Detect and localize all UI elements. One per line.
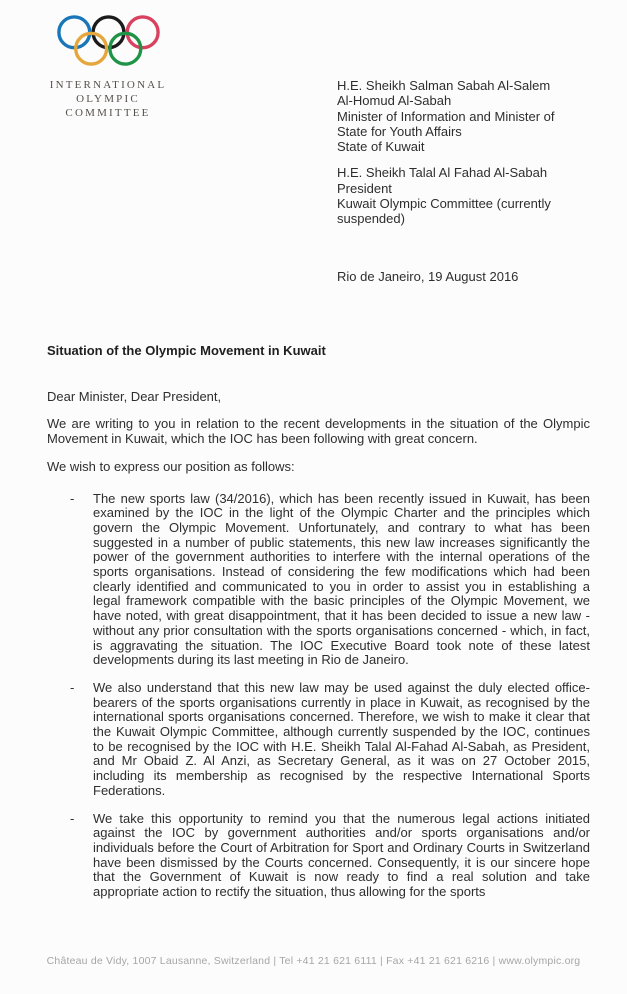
recipient-line: Al-Homud Al-Sabah (337, 93, 452, 109)
org-name (38, 78, 178, 120)
letter-body (47, 344, 590, 900)
olympic-ring-black (93, 17, 124, 48)
recipient-line: H.E. Sheikh Talal Al Fahad Al-Sabah (337, 165, 548, 181)
recipient-column (337, 78, 599, 284)
olympic-ring-blue (59, 17, 90, 48)
bullet-dash: - (70, 490, 75, 506)
org-name-line: OLYMPIC (76, 93, 140, 105)
bullet-text: We also understand that this new law may be used against the duly elected office-bearers of the sports organisations currently in place in Kuwait, as recognised by the international sports organisations concerned. Therefore, we wish to make it clear that the Kuwait Olympic Committee, although currently suspended by the IOC, continues to be recognised by the IOC with H.E. Sheikh Talal Al-Fahad Al-Sabah, as President, and Mr Obaid Z. Al Anzi, as Secretary General, as it was on 27 October 2015, including its membership as recognised by the respective International Sports Federations. (93, 679, 590, 798)
bullet-item (47, 812, 590, 900)
recipient-line: H.E. Sheikh Salman Sabah Al-Salem (337, 78, 551, 93)
bullet-dash: - (70, 679, 75, 695)
dateline: Rio de Janeiro, 19 August 2016 (337, 268, 519, 284)
paragraph: We are writing to you in relation to the recent developments in the situation of the Olympic Movement in Kuwait, which the IOC has been following with great concern. (47, 416, 590, 447)
recipient-line: Kuwait Olympic Committee (currently (337, 196, 551, 212)
ioc-letterhead (38, 14, 178, 120)
olympic-ring-red (127, 17, 158, 48)
bullet-item (47, 492, 590, 668)
bullet-list (47, 492, 590, 900)
recipient-line: Minister of Information and Minister of (337, 108, 555, 124)
subject-line: Situation of the Olympic Movement in Kuwait (47, 343, 326, 358)
bullet-dash: - (70, 810, 75, 826)
olympic-rings-icon (56, 14, 160, 68)
letter-footer: Château de Vidy, 1007 Lausanne, Switzerland | Tel +41 21 621 6111 | Fax +41 21 621 6216 | www.olympic.org (46, 955, 581, 967)
recipient-line: suspended) (337, 211, 405, 227)
org-name-line: INTERNATIONAL (49, 79, 167, 91)
bullet-text: We take this opportunity to remind you that the numerous legal actions initiated against the IOC by government authorities and/or sports organisations and/or individuals before the Court of Arbitration for Sport and Ordinary Courts in Switzerland have been dismissed by the Courts concerned. Consequently, it is our sincere hope that the Government of Kuwait is now ready to find a real solution and take appropriate action to rectify the situation, thus allowing for the sports (93, 810, 590, 900)
paragraph: We wish to express our position as follows: (47, 458, 295, 474)
salutation: Dear Minister, Dear President, (47, 388, 222, 404)
olympic-ring-green (110, 33, 141, 64)
recipient-block-minister (337, 78, 599, 154)
olympic-ring-yellow (76, 33, 107, 64)
org-name-line: COMMITTEE (65, 107, 151, 119)
bullet-item (47, 681, 590, 799)
bullet-text: The new sports law (34/2016), which has been recently issued in Kuwait, has been examined by the IOC in the light of the Olympic Charter and the principles which govern the Olympic Movement. Unfortunately, and contrary to what has been suggested in a number of public statements, this new law increases significantly the power of the government authorities to interfere with the internal operations of the sports organisations. Instead of considering the few modifications which had been clearly identified and communicated to you in order to assist you in establishing a legal framework compatible with the basic principles of the Olympic Movement, we have noted, with great disappointment, that it has been decided to issue a new law - without any prior consultation with the sports organisations concerned - which, in fact, is aggravating the situation. The IOC Executive Board took note of these latest developments during its last meeting in Rio de Janeiro. (93, 490, 590, 668)
recipient-line: State of Kuwait (337, 139, 425, 155)
recipient-block-president (337, 165, 599, 226)
recipient-line: State for Youth Affairs (337, 123, 462, 139)
recipient-line: President (337, 180, 392, 196)
